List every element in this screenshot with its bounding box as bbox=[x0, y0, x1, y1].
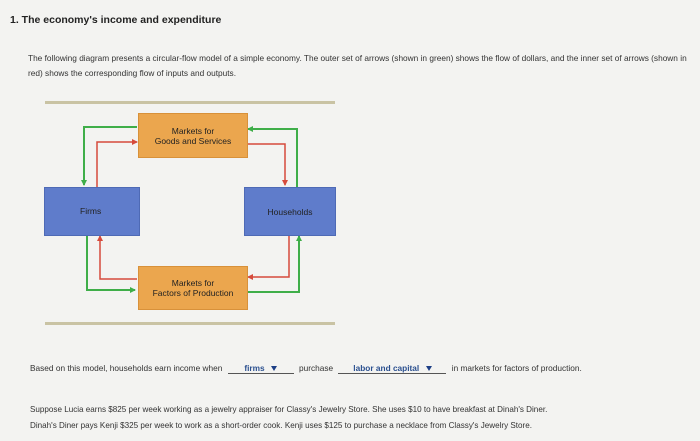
firms-box bbox=[44, 187, 140, 236]
goods-flow-households-to-factors bbox=[248, 236, 289, 277]
money-flow-households-to-goods bbox=[248, 129, 297, 187]
goods-flow-firms-to-goods bbox=[97, 142, 137, 187]
scenario-text bbox=[30, 402, 695, 434]
households-label: Households bbox=[267, 206, 313, 217]
money-flow-firms-to-factors bbox=[87, 234, 135, 290]
income-source-selected: firms bbox=[244, 363, 265, 373]
goods-flow-factors-to-firms bbox=[100, 236, 137, 279]
factors-purchased-selected: labor and capital bbox=[353, 363, 420, 373]
markets-factors-production-box bbox=[138, 266, 248, 310]
markets-goods-services-box bbox=[138, 113, 248, 158]
firms-label: Firms bbox=[80, 206, 102, 216]
scenario-line1: Suppose Lucia earns $825 per week working as a jewelry appraiser for Classy's Jewelry Store. She uses $10 to have breakfast at Dinah's Diner. bbox=[30, 405, 548, 414]
money-flow-factors-to-households bbox=[246, 236, 299, 292]
question-title: 1. The economy's income and expenditure bbox=[10, 14, 222, 26]
question-intro: The following diagram presents a circular-flow model of a simple economy. The outer set of arrows (shown in green) shows the flow of dollars, and the inner set of arrows (shown in red) shows the corresponding flow of inputs and outputs. bbox=[28, 53, 687, 78]
income-source-dropdown[interactable] bbox=[228, 363, 294, 374]
fill-in-suffix: in markets for factors of production. bbox=[451, 363, 582, 373]
factors-purchased-dropdown[interactable] bbox=[338, 363, 446, 374]
money-flow-goods-to-firms bbox=[84, 127, 137, 185]
fill-in-sentence bbox=[30, 363, 690, 374]
goods-flow-goods-to-households bbox=[248, 144, 285, 185]
chevron-down-icon[interactable] bbox=[426, 366, 432, 371]
markets-factors-line2: Factors of Production bbox=[152, 288, 234, 298]
markets-goods-line1: Markets for bbox=[171, 125, 215, 136]
chevron-down-icon[interactable] bbox=[271, 366, 277, 371]
scenario-line2: Dinah's Diner pays Kenji $325 per week to work as a short-order cook. Kenji uses $125 to purchase a necklace from Classy's Jewelry Store. bbox=[30, 421, 532, 430]
markets-goods-line2: Goods and Services bbox=[154, 135, 232, 146]
markets-factors-line1: Markets for bbox=[171, 278, 215, 288]
fill-in-prefix: Based on this model, households earn income when bbox=[30, 363, 223, 373]
fill-in-middle: purchase bbox=[298, 363, 334, 373]
households-box bbox=[244, 187, 336, 236]
